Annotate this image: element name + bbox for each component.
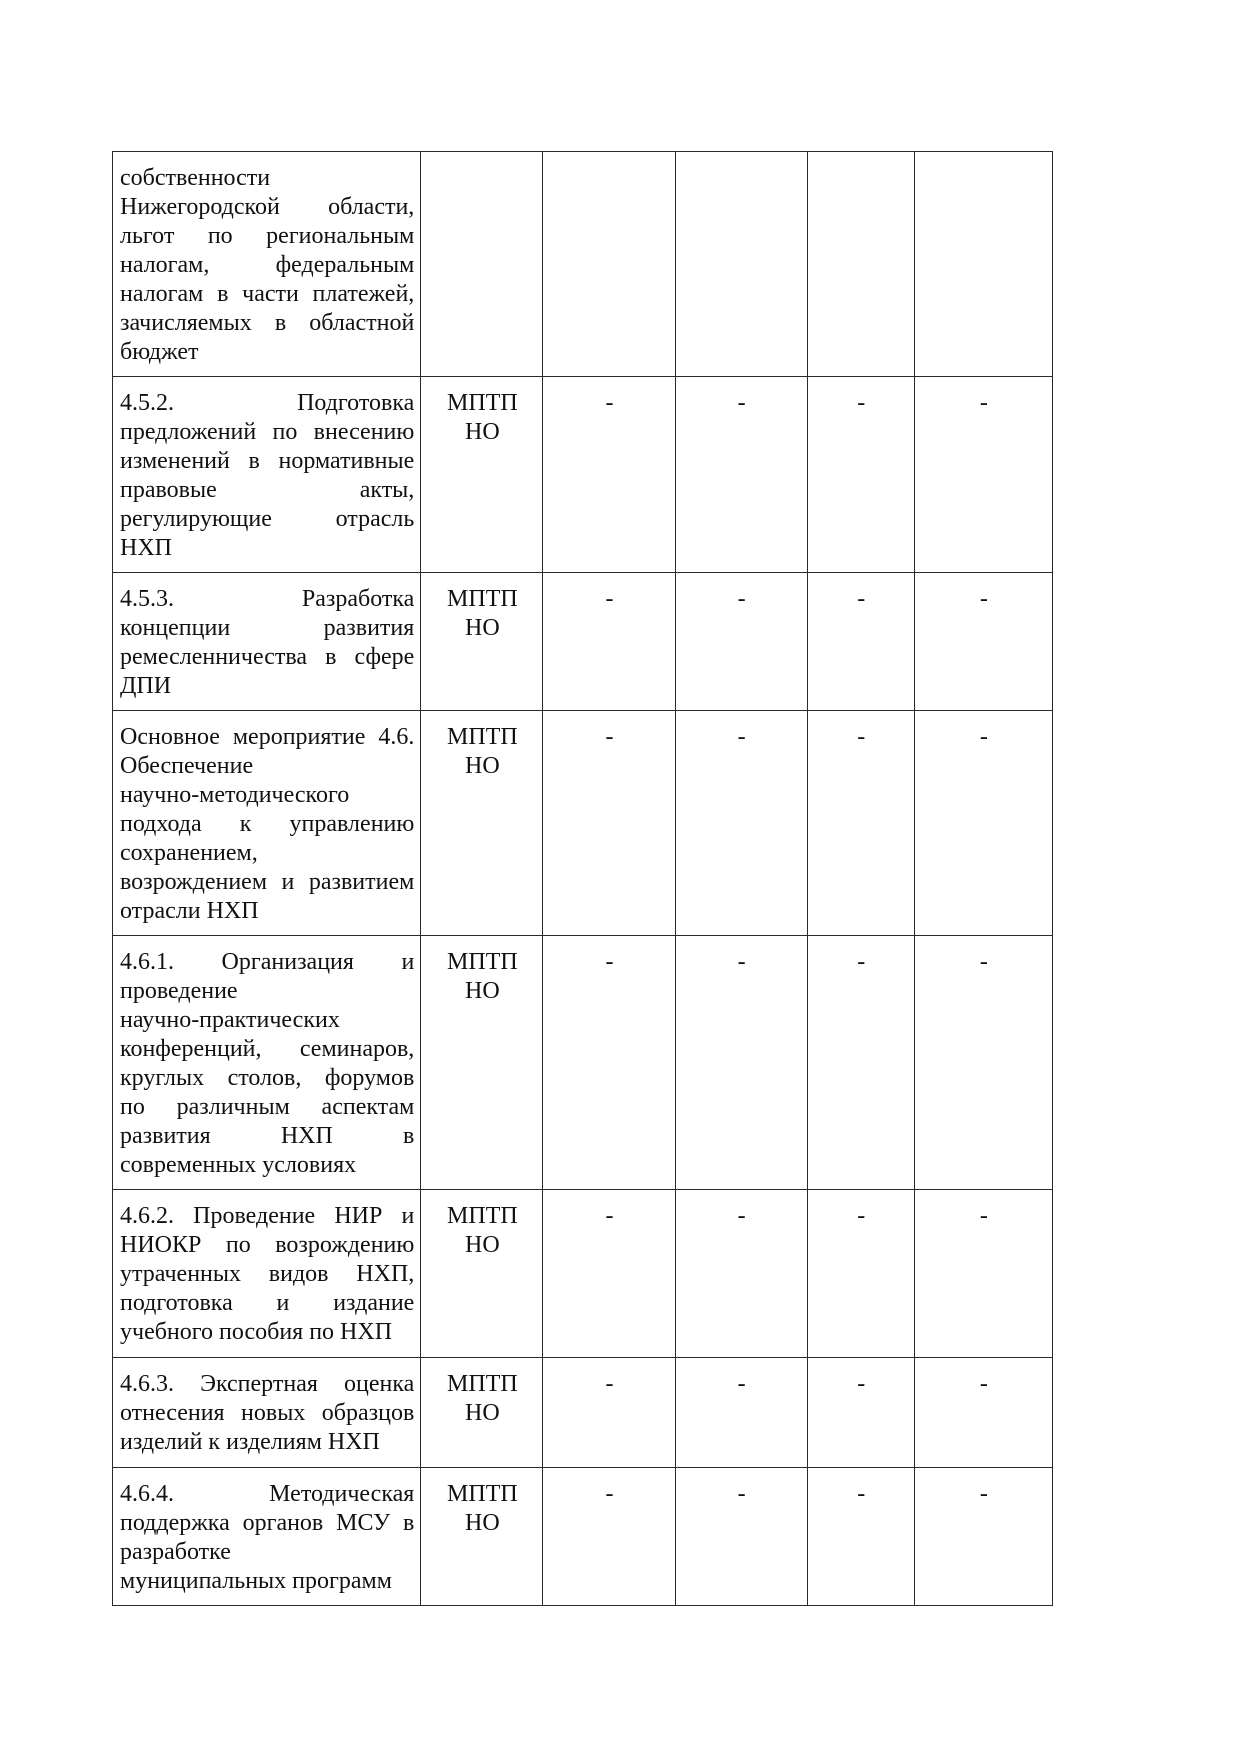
- description-line: отнесения новых образцов: [120, 1400, 415, 1426]
- executor-line: МПТП: [447, 390, 518, 416]
- description-line: научно-практических: [120, 1007, 340, 1033]
- executor-cell: [421, 711, 543, 936]
- value-cell-1: -: [543, 936, 675, 1190]
- value-cell-4: -: [914, 936, 1052, 1190]
- executor-cell: [421, 1190, 543, 1358]
- description-line: изменений в нормативные: [120, 448, 415, 474]
- executor-line: МПТП: [447, 1371, 518, 1397]
- description-line: 4.5.3. Разработка: [120, 586, 415, 612]
- value-cell-4: [914, 152, 1052, 377]
- description-line: 4.6.2. Проведение НИР и: [120, 1203, 415, 1229]
- value-cell-4: -: [914, 573, 1052, 711]
- executor-cell: [421, 573, 543, 711]
- description-line: изделий к изделиям НХП: [120, 1429, 380, 1455]
- description-line: зачисляемых в областной: [120, 310, 415, 336]
- value-cell-3: -: [807, 936, 914, 1190]
- description-line: НИОКР по возрождению: [120, 1232, 415, 1258]
- description-line: собственности: [120, 165, 271, 191]
- value-cell-2: -: [675, 936, 807, 1190]
- description-line: подготовка и издание: [120, 1290, 415, 1316]
- table-row: [113, 1190, 1053, 1358]
- value-cell-3: -: [807, 1468, 914, 1606]
- program-activities-table: [112, 151, 1053, 1606]
- executor-line: МПТП: [447, 1203, 518, 1229]
- activity-description-cell: [113, 1468, 421, 1606]
- description-line: предложений по внесению: [120, 419, 415, 445]
- value-cell-3: -: [807, 1190, 914, 1358]
- table-row: [113, 711, 1053, 936]
- value-cell-1: -: [543, 573, 675, 711]
- activity-description-cell: [113, 152, 421, 377]
- value-cell-4: -: [914, 1468, 1052, 1606]
- value-cell-3: [807, 152, 914, 377]
- table-body: [113, 152, 1053, 1606]
- description-line: муниципальных программ: [120, 1568, 392, 1594]
- value-cell-1: -: [543, 711, 675, 936]
- executor-line: МПТП: [447, 586, 518, 612]
- description-line: учебного пособия по НХП: [120, 1319, 393, 1345]
- executor-line: НО: [465, 615, 500, 641]
- description-line: ремесленничества в сфере: [120, 644, 415, 670]
- description-line: Нижегородской области,: [120, 194, 415, 220]
- description-line: разработке: [120, 1539, 231, 1565]
- description-line: развития НХП в: [120, 1123, 415, 1149]
- value-cell-1: -: [543, 377, 675, 573]
- description-line: Обеспечение: [120, 753, 254, 779]
- value-cell-2: -: [675, 377, 807, 573]
- value-cell-2: [675, 152, 807, 377]
- description-line: регулирующие отрасль: [120, 506, 415, 532]
- executor-line: НО: [465, 1232, 500, 1258]
- executor-line: НО: [465, 1400, 500, 1426]
- description-line: подхода к управлению: [120, 811, 415, 837]
- description-line: по различным аспектам: [120, 1094, 415, 1120]
- table-row: [113, 152, 1053, 377]
- description-line: 4.6.3. Экспертная оценка: [120, 1371, 415, 1397]
- description-line: возрождением и развитием: [120, 869, 415, 895]
- table-row: [113, 377, 1053, 573]
- description-line: 4.6.1. Организация и: [120, 949, 415, 975]
- executor-line: МПТП: [447, 949, 518, 975]
- description-line: налогам в части платежей,: [120, 281, 415, 307]
- description-line: отрасли НХП: [120, 898, 259, 924]
- description-line: льгот по региональным: [120, 223, 415, 249]
- value-cell-2: -: [675, 711, 807, 936]
- executor-cell: [421, 152, 543, 377]
- executor-cell: [421, 936, 543, 1190]
- executor-line: НО: [465, 419, 500, 445]
- table-row: [113, 936, 1053, 1190]
- activity-description-cell: [113, 1190, 421, 1358]
- description-line: научно-методического: [120, 782, 350, 808]
- description-line: конференций, семинаров,: [120, 1036, 415, 1062]
- table-row: [113, 573, 1053, 711]
- table-row: [113, 1468, 1053, 1606]
- description-line: сохранением,: [120, 840, 258, 866]
- value-cell-1: [543, 152, 675, 377]
- value-cell-2: -: [675, 1358, 807, 1468]
- executor-line: МПТП: [447, 724, 518, 750]
- activity-description-cell: [113, 711, 421, 936]
- description-line: концепции развития: [120, 615, 415, 641]
- activity-description-cell: [113, 936, 421, 1190]
- description-line: ДПИ: [120, 673, 172, 699]
- value-cell-4: -: [914, 1190, 1052, 1358]
- value-cell-3: -: [807, 573, 914, 711]
- activity-description-cell: [113, 1358, 421, 1468]
- description-line: 4.6.4. Методическая: [120, 1481, 415, 1507]
- description-line: налогам, федеральным: [120, 252, 415, 278]
- value-cell-2: -: [675, 1190, 807, 1358]
- activity-description-cell: [113, 377, 421, 573]
- description-line: 4.5.2. Подготовка: [120, 390, 415, 416]
- description-line: Основное мероприятие 4.6.: [120, 724, 415, 750]
- table-row: [113, 1358, 1053, 1468]
- value-cell-4: -: [914, 711, 1052, 936]
- value-cell-1: -: [543, 1190, 675, 1358]
- description-line: правовые акты,: [120, 477, 415, 503]
- description-line: утраченных видов НХП,: [120, 1261, 415, 1287]
- value-cell-2: -: [675, 573, 807, 711]
- value-cell-4: -: [914, 1358, 1052, 1468]
- executor-line: НО: [465, 753, 500, 779]
- description-line: бюджет: [120, 339, 199, 365]
- description-line: современных условиях: [120, 1152, 357, 1178]
- activity-description-cell: [113, 573, 421, 711]
- value-cell-1: -: [543, 1358, 675, 1468]
- executor-cell: [421, 377, 543, 573]
- description-line: НХП: [120, 535, 172, 561]
- value-cell-3: -: [807, 377, 914, 573]
- executor-line: НО: [465, 1510, 500, 1536]
- executor-line: МПТП: [447, 1481, 518, 1507]
- description-line: проведение: [120, 978, 238, 1004]
- description-line: поддержка органов МСУ в: [120, 1510, 415, 1536]
- value-cell-1: -: [543, 1468, 675, 1606]
- description-line: круглых столов, форумов: [120, 1065, 415, 1091]
- value-cell-4: -: [914, 377, 1052, 573]
- executor-cell: [421, 1468, 543, 1606]
- executor-cell: [421, 1358, 543, 1468]
- executor-line: НО: [465, 978, 500, 1004]
- value-cell-3: -: [807, 711, 914, 936]
- value-cell-2: -: [675, 1468, 807, 1606]
- value-cell-3: -: [807, 1358, 914, 1468]
